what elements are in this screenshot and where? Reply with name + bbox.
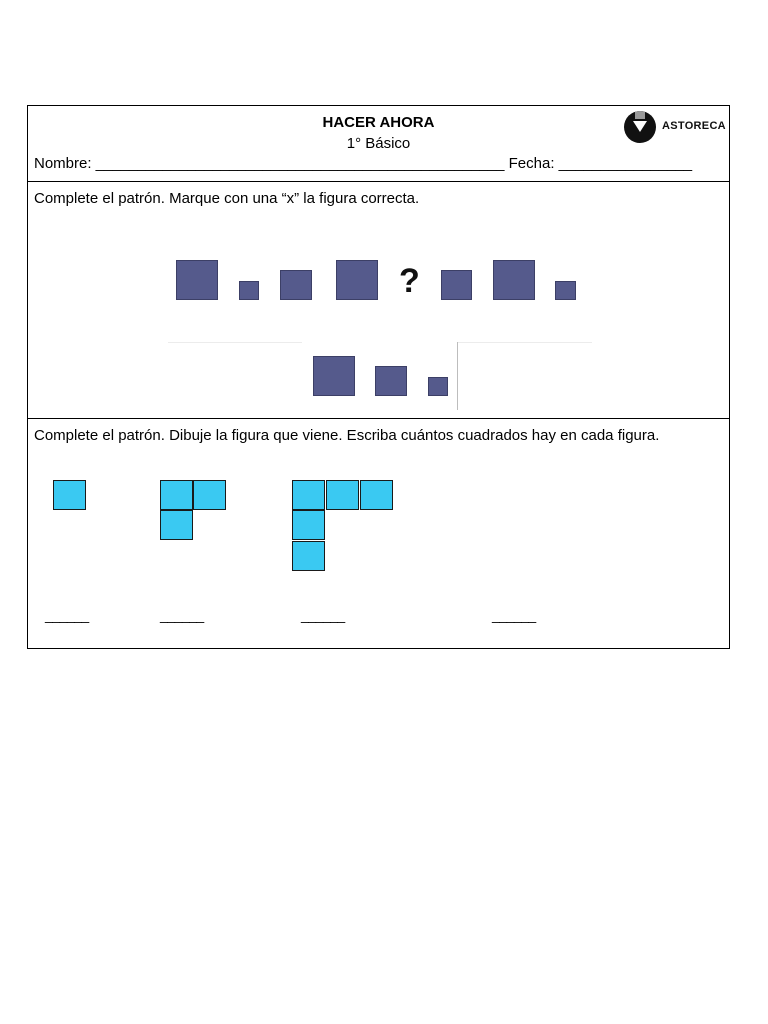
pattern-square-large bbox=[493, 260, 535, 300]
pattern-square-large bbox=[336, 260, 378, 300]
grade-label: 1° Básico bbox=[346, 135, 411, 152]
pattern-square-medium bbox=[280, 270, 312, 300]
figure2-square bbox=[160, 510, 193, 540]
figure1-square bbox=[53, 480, 86, 510]
guide-line bbox=[458, 342, 592, 343]
figure2-square bbox=[193, 480, 226, 510]
figure3-square bbox=[292, 480, 325, 510]
pattern-square-small bbox=[239, 281, 259, 300]
task-draw-pattern bbox=[28, 419, 729, 648]
figure3-square bbox=[292, 510, 325, 540]
option-large-square[interactable] bbox=[313, 356, 355, 396]
worksheet-header bbox=[28, 106, 729, 182]
pattern-square-medium bbox=[441, 270, 472, 300]
pattern-square-small bbox=[555, 281, 576, 300]
task-pattern-choice bbox=[28, 182, 729, 419]
pattern-unknown-mark: ? bbox=[399, 262, 420, 300]
name-date-line[interactable]: Nombre: _________________________________________________ Fecha: ________________ bbox=[34, 155, 693, 172]
answer-blank-figure3[interactable]: ______ bbox=[301, 607, 345, 623]
answer-blank-figure2[interactable]: ______ bbox=[160, 607, 204, 623]
figure2-square bbox=[160, 480, 193, 510]
answer-blank-figure1[interactable]: ______ bbox=[45, 607, 89, 623]
answer-blank-figure4[interactable]: ______ bbox=[492, 607, 536, 623]
logo-text: ASTORECA bbox=[662, 120, 726, 132]
worksheet bbox=[27, 105, 730, 649]
astoreca-logo bbox=[624, 111, 724, 145]
pattern-square-large bbox=[176, 260, 218, 300]
figure3-square bbox=[326, 480, 359, 510]
option-small-square[interactable] bbox=[428, 377, 448, 396]
figure3-square bbox=[292, 541, 325, 571]
guide-line bbox=[168, 342, 302, 343]
task2-instruction: Complete el patrón. Dibuje la figura que viene. Escriba cuántos cuadrados hay en cada figura. bbox=[34, 427, 660, 444]
astoreca-logo-icon bbox=[624, 111, 656, 143]
task1-instruction: Complete el patrón. Marque con una “x” la figura correcta. bbox=[34, 190, 420, 207]
option-divider bbox=[457, 342, 458, 410]
page-title: HACER AHORA bbox=[322, 114, 435, 131]
figure3-square bbox=[360, 480, 393, 510]
option-medium-square[interactable] bbox=[375, 366, 407, 396]
